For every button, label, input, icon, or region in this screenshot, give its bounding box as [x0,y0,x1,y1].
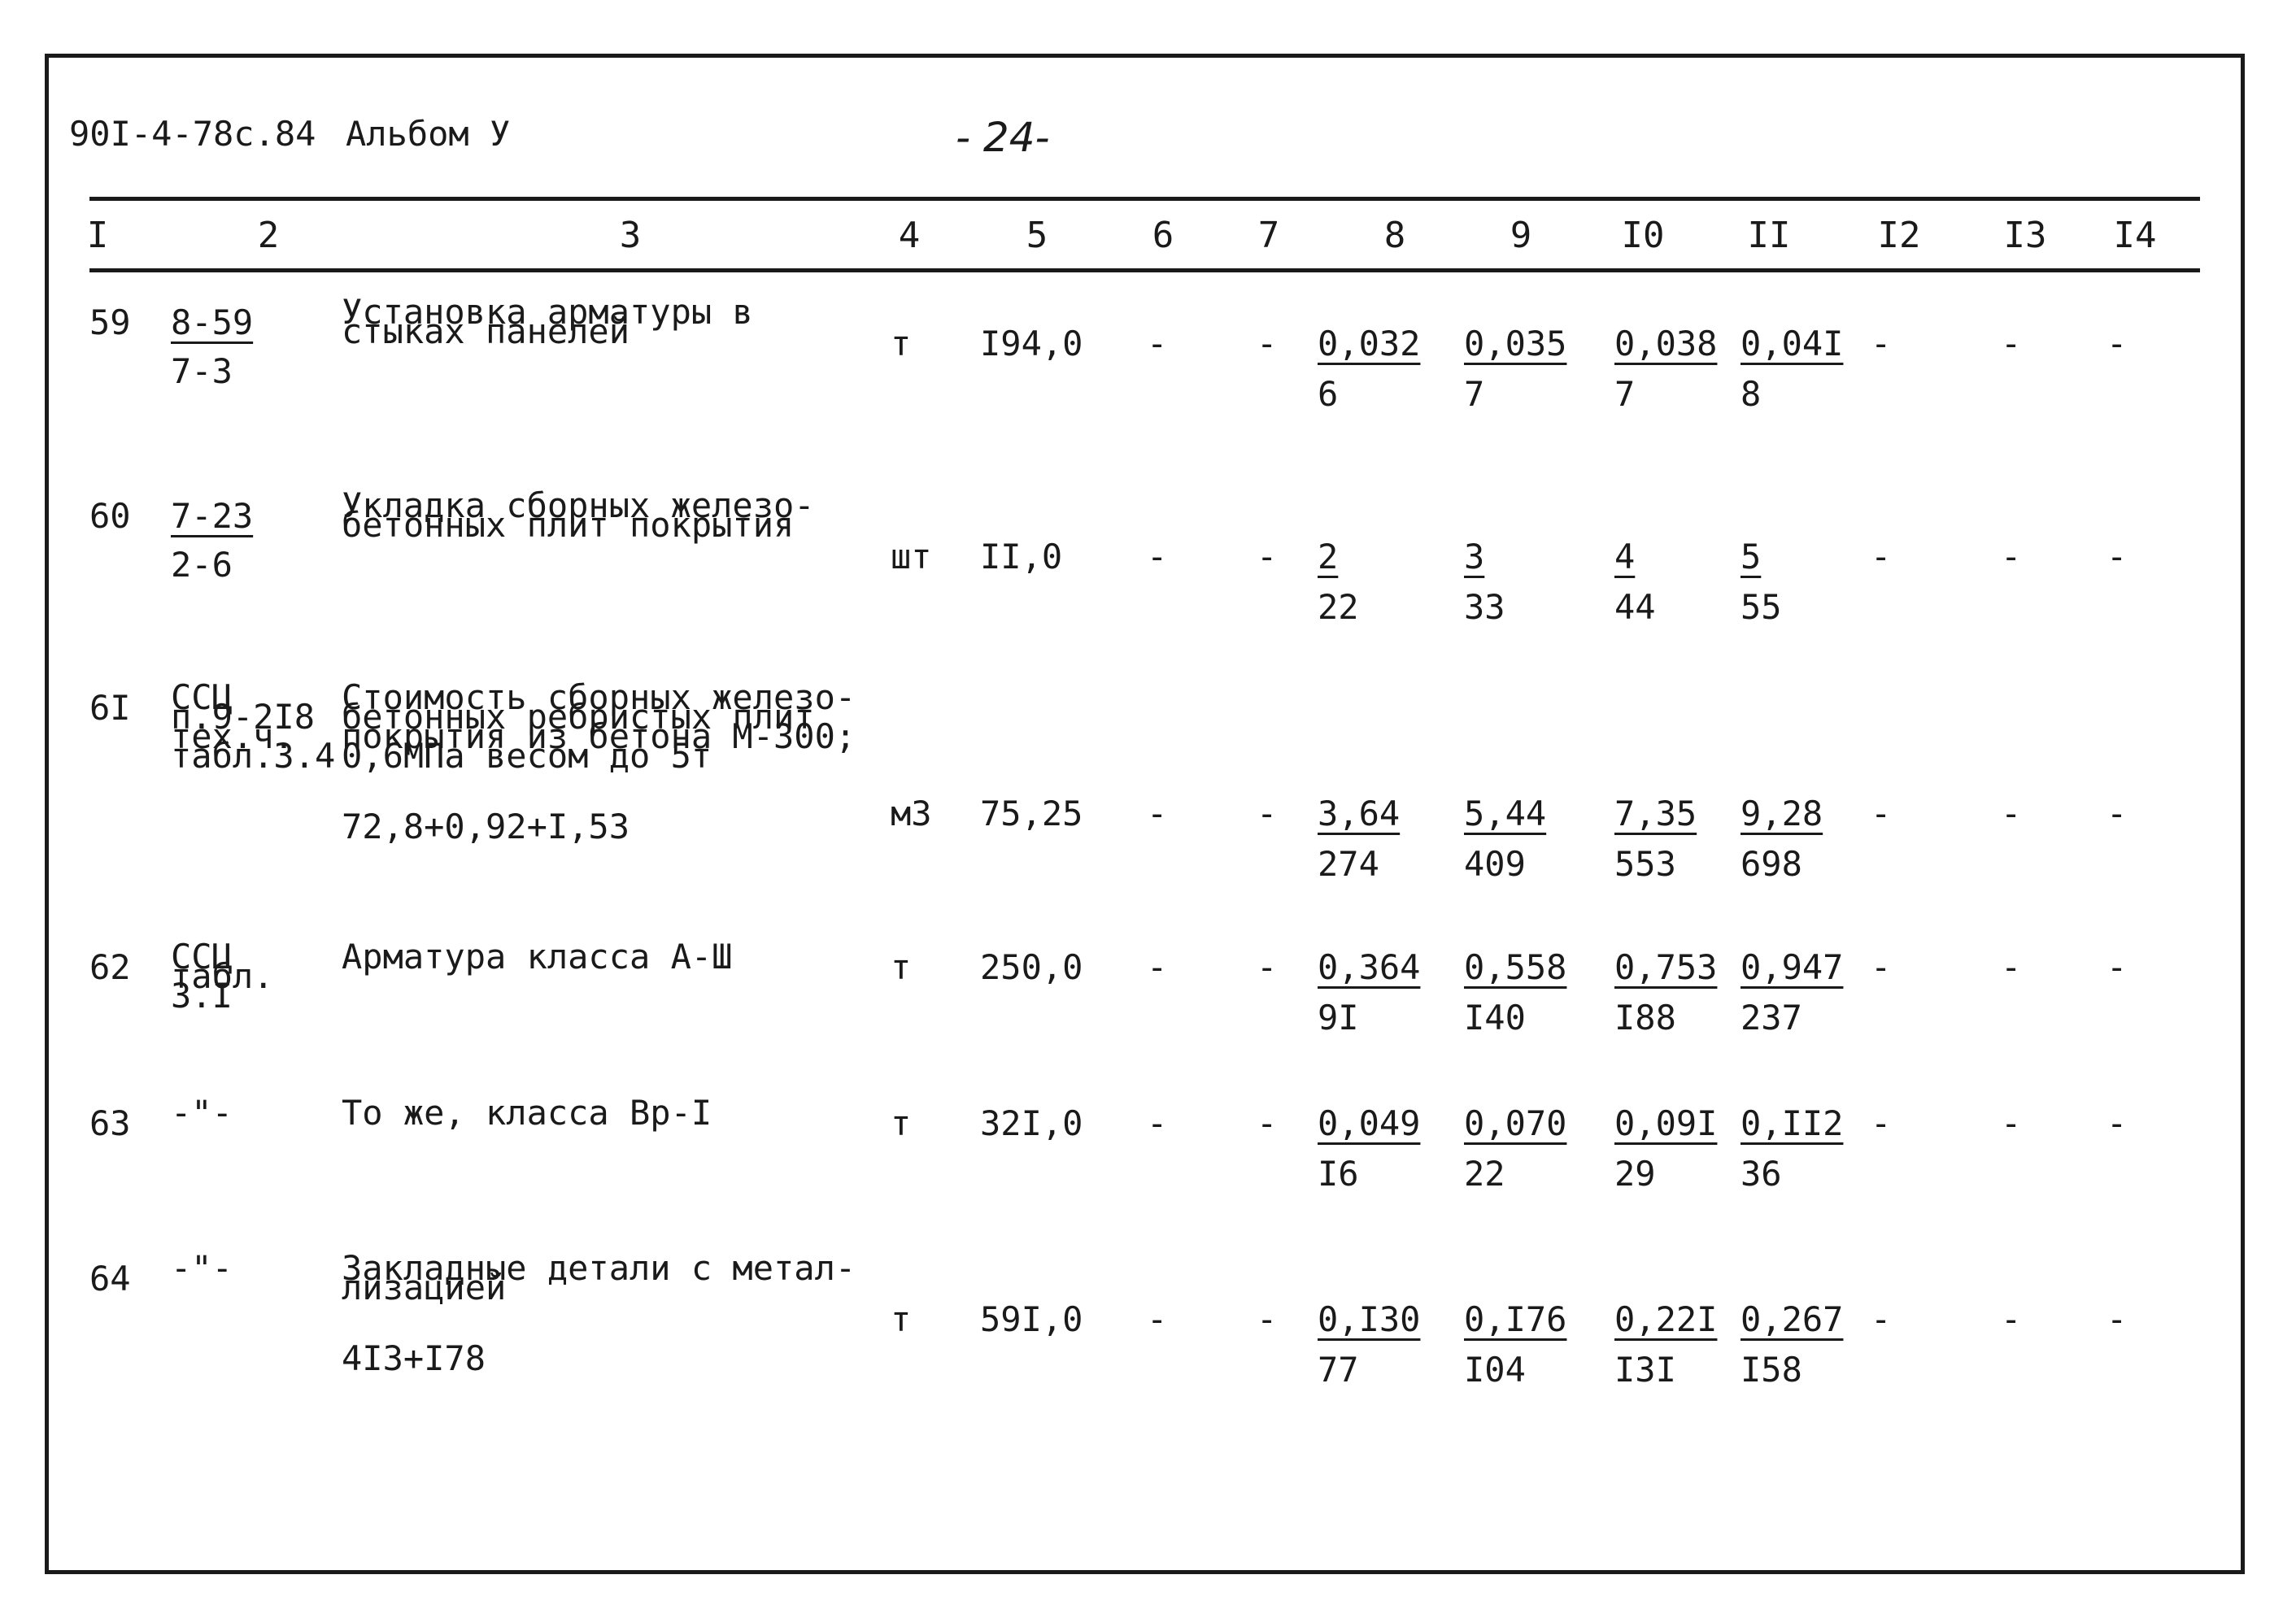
column-header-7: 7 [1257,215,1280,256]
col14-dash: - [2106,324,2128,363]
row-number: 59 [89,302,131,342]
norm-code-top: 7-23 [171,496,254,536]
work-description: То же, класса Вр-I [342,1093,712,1133]
column-header-10: I0 [1621,215,1665,256]
column-header-3: 3 [619,215,642,256]
norm-code: ССЦ табл. 3.I [171,937,274,1016]
c11-top-value: 0,II2 [1741,1103,1844,1143]
c10-bottom-value: 7 [1614,374,1636,414]
c10-bottom-value: I88 [1614,998,1676,1038]
unit: т [891,324,912,363]
c11-top-value: 0,267 [1741,1299,1844,1339]
c9-top-value: 3 [1464,537,1485,576]
c9-bottom-value: I40 [1464,998,1526,1038]
c11-bottom-value: 237 [1741,998,1802,1038]
unit: т [891,947,912,987]
c9-bottom-value: 7 [1464,374,1485,414]
c10-bottom-value: 553 [1614,844,1676,884]
row-number: 62 [89,947,131,987]
col12-dash: - [1871,947,1892,987]
quantity: 250,0 [980,947,1083,987]
norm-code: -"- [171,1248,233,1288]
column-header-12: I2 [1877,215,1921,256]
c11-top-value: 5 [1741,537,1762,576]
c9-top-value: 5,44 [1464,794,1547,833]
c11-top-value: 0,04I [1741,324,1844,363]
c8-top-value: 2 [1318,537,1339,576]
c11-bottom-value: 36 [1741,1154,1782,1194]
col14-dash: - [2106,947,2128,987]
quantity: I94,0 [980,324,1083,363]
quantity: 75,25 [980,794,1083,833]
col14-dash: - [2106,1299,2128,1339]
col13-dash: - [2001,324,2022,363]
c8-bottom-value: I6 [1318,1154,1359,1194]
c9-top-value: 0,070 [1464,1103,1567,1143]
unit: шт [891,537,932,576]
c10-top-value: 7,35 [1614,794,1697,833]
unit: т [891,1299,912,1339]
quantity: II,0 [980,537,1063,576]
c10-bottom-value: 29 [1614,1154,1656,1194]
c11-bottom-value: 8 [1741,374,1762,414]
column-header-2: 2 [257,215,280,256]
col14-dash: - [2106,794,2128,833]
col7-dash: - [1257,1103,1278,1143]
work-description: Арматура класса А-Ш [342,937,733,977]
c10-bottom-value: I3I [1614,1350,1676,1390]
c10-top-value: 0,753 [1614,947,1718,987]
c9-bottom-value: 33 [1464,587,1505,627]
row-number: 64 [89,1259,131,1299]
col13-dash: - [2001,537,2022,576]
c8-top-value: 0,032 [1318,324,1421,363]
header-rule-bottom [89,268,2200,272]
work-description: Установка арматуры в стыках панелей [342,292,753,351]
row-number: 6I [89,688,131,728]
work-description: Стоимость сборных железо- бетонных ребристых плит покрытия из бетона М-300; 0,6МПа весом до 5т [342,677,856,776]
norm-code: ССЦ п.9-2I8 тех.ч. табл.3.4 [171,677,336,776]
col12-dash: - [1871,1299,1892,1339]
c8-bottom-value: 6 [1318,374,1339,414]
c11-bottom-value: I58 [1741,1350,1802,1390]
c10-top-value: 0,09I [1614,1103,1718,1143]
col7-dash: - [1257,947,1278,987]
c8-top-value: 0,364 [1318,947,1421,987]
c8-bottom-value: 9I [1318,998,1359,1038]
col13-dash: - [2001,1103,2022,1143]
norm-code-top: 8-59 [171,302,254,342]
c9-top-value: 0,558 [1464,947,1567,987]
calc-note: 72,8+0,92+I,53 [342,807,630,846]
c10-bottom-value: 44 [1614,587,1656,627]
unit: т [891,1103,912,1143]
c9-top-value: 0,035 [1464,324,1567,363]
album-label: Альбом У [346,114,511,154]
c11-bottom-value: 55 [1741,587,1782,627]
col13-dash: - [2001,1299,2022,1339]
work-description: Закладные детали с метал- лизацией [342,1248,856,1307]
c8-bottom-value: 22 [1318,587,1359,627]
col7-dash: - [1257,794,1278,833]
col6-dash: - [1147,947,1168,987]
column-header-9: 9 [1510,215,1532,256]
col13-dash: - [2001,947,2022,987]
c9-bottom-value: I04 [1464,1350,1526,1390]
col14-dash: - [2106,1103,2128,1143]
c9-bottom-value: 409 [1464,844,1526,884]
col6-dash: - [1147,537,1168,576]
column-header-6: 6 [1152,215,1174,256]
column-header-4: 4 [898,215,921,256]
c10-top-value: 0,22I [1614,1299,1718,1339]
norm-code-bottom: 2-6 [171,545,233,585]
c11-top-value: 9,28 [1741,794,1823,833]
norm-code: -"- [171,1093,233,1133]
column-header-8: 8 [1383,215,1406,256]
quantity: 59I,0 [980,1299,1083,1339]
col12-dash: - [1871,537,1892,576]
col6-dash: - [1147,1299,1168,1339]
c8-bottom-value: 77 [1318,1350,1359,1390]
row-number: 63 [89,1103,131,1143]
column-header-11: II [1747,215,1791,256]
col7-dash: - [1257,324,1278,363]
doc-code: 90I-4-78с.84 [69,114,316,154]
c10-top-value: 0,038 [1614,324,1718,363]
row-number: 60 [89,496,131,536]
c10-top-value: 4 [1614,537,1636,576]
quantity: 32I,0 [980,1103,1083,1143]
col6-dash: - [1147,1103,1168,1143]
col7-dash: - [1257,1299,1278,1339]
norm-code-bottom: 7-3 [171,351,233,391]
unit: м3 [891,794,932,833]
calc-note: 4I3+I78 [342,1338,486,1378]
col13-dash: - [2001,794,2022,833]
c8-top-value: 0,049 [1318,1103,1421,1143]
page-number: - 24- [956,114,1050,161]
work-description: Укладка сборных железо- бетонных плит покрытия [342,485,815,545]
column-header-1: I [86,215,109,256]
c11-top-value: 0,947 [1741,947,1844,987]
col12-dash: - [1871,794,1892,833]
c8-bottom-value: 274 [1318,844,1379,884]
column-header-14: I4 [2113,215,2157,256]
c9-bottom-value: 22 [1464,1154,1505,1194]
col6-dash: - [1147,324,1168,363]
c11-bottom-value: 698 [1741,844,1802,884]
c8-top-value: 3,64 [1318,794,1401,833]
col12-dash: - [1871,1103,1892,1143]
col6-dash: - [1147,794,1168,833]
column-header-5: 5 [1026,215,1048,256]
c9-top-value: 0,I76 [1464,1299,1567,1339]
col14-dash: - [2106,537,2128,576]
column-header-13: I3 [2003,215,2047,256]
c8-top-value: 0,I30 [1318,1299,1421,1339]
col7-dash: - [1257,537,1278,576]
col12-dash: - [1871,324,1892,363]
header-rule-top [89,197,2200,201]
